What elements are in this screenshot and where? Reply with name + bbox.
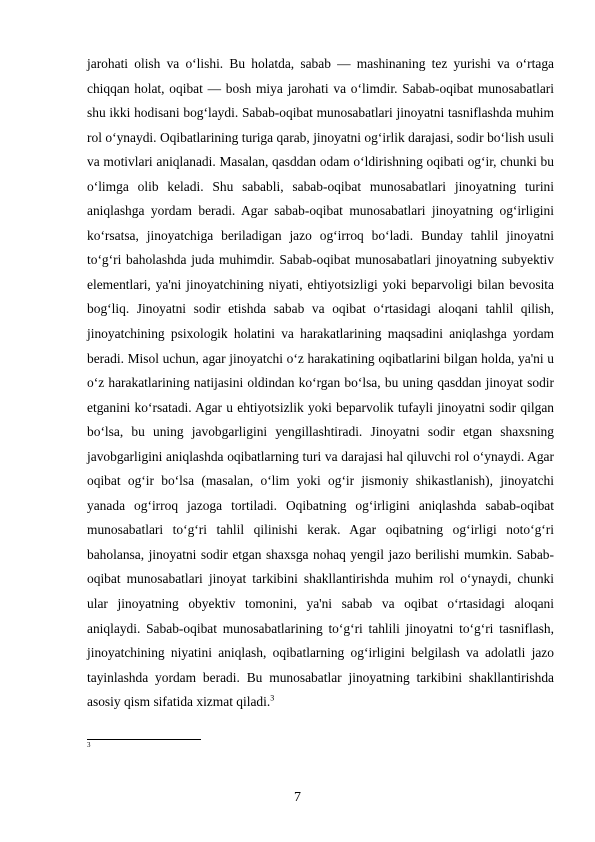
footnote-number: 3 [87, 741, 91, 749]
paragraph-text: jarohati olish va o‘lishi. Bu holatda, sabab — mashinaning tez yurishi va o‘rtaga chiqqan holat, oqibat — bosh miya jarohati va o‘limdir. Sabab-oqibat munosabatlari shu ikki hodisani bog‘laydi. Sabab-oqibat munosabatlari jinoyatni tasniflashda muhim rol o‘ynaydi. Oqibatlarining turiga qarab, jinoyatni og‘irlik darajasi, sodir bo‘lish usuli va motivlari aniqlanadi. Masalan, qasddan odam o‘ldirishning oqibati og‘ir, chunki bu o‘limga olib keladi. Shu sababli, sabab-oqibat munosabatlari jinoyatning turini aniqlashga yordam beradi. Agar sabab-oqibat munosabatlari jinoyatning og‘irligini ko‘rsatsa, jinoyatchiga beriladigan jazo og‘irroq bo‘ladi. Bunday tahlil jinoyatni to‘g‘ri baholashda juda muhimdir. Sabab-oqibat munosabatlari jinoyatning subyektiv elementlari, ya'ni jinoyatchining niyati, ehtiyotsizligi yoki beparvoligi bilan bevosita bog‘liq. Jinoyatni sodir etishda sabab va oqibat o‘rtasidagi aloqani tahlil qilish, jinoyatchining psixologik holatini va harakatlarining maqsadini aniqlashga yordam beradi. Misol uchun, agar jinoyatchi o‘z harakatining oqibatlarini bilgan holda, ya'ni u o‘z harakatlarining natijasini oldindan ko‘rgan bo‘lsa, bu uning qasddan jinoyat sodir etganini ko‘rsatadi. Agar u ehtiyotsizlik yoki beparvolik tufayli jinoyatni sodir qilgan bo‘lsa, bu uning javobgarligini yengillashtiradi. Jinoyatni sodir etgan shaxsning javobgarligini aniqlashda oqibatlarning turi va darajasi hal qiluvchi rol o‘ynaydi. Agar oqibat og‘ir bo‘lsa (masalan, o‘lim yoki og‘ir jismoniy shikastlanish), jinoyatchi yanada og‘irroq jazoga tortiladi. Oqibatning og‘irligini aniqlashda sabab-oqibat munosabatlari to‘g‘ri tahlil qilinishi kerak. Agar oqibatning og‘irligi noto‘g‘ri baholansa, jinoyatni sodir etgan shaxsga nohaq yengil jazo berilishi mumkin. Sabab-oqibat munosabatlari jinoyat tarkibini shakllantirishda muhim rol o‘ynaydi, chunki ular jinoyatning obyektiv tomonini, ya'ni sabab va oqibat o‘rtasidagi aloqani aniqlaydi. Sabab-oqibat munosabatlarining to‘g‘ri tahlili jinoyatni to‘g‘ri tasniflash, jinoyatchining niyatini aniqlash, oqibatlarning og‘irligini belgilash va adolatli jazo tayinlashda yordam beradi. Bu munosabatlar jinoyatning tarkibini shakllantirishda asosiy qism sifatida xizmat qiladi. [87, 56, 554, 710]
body-paragraph [87, 52, 554, 715]
footnote-separator [87, 739, 201, 740]
page-number: 7 [294, 790, 301, 805]
footnote-reference: 3 [270, 693, 275, 703]
